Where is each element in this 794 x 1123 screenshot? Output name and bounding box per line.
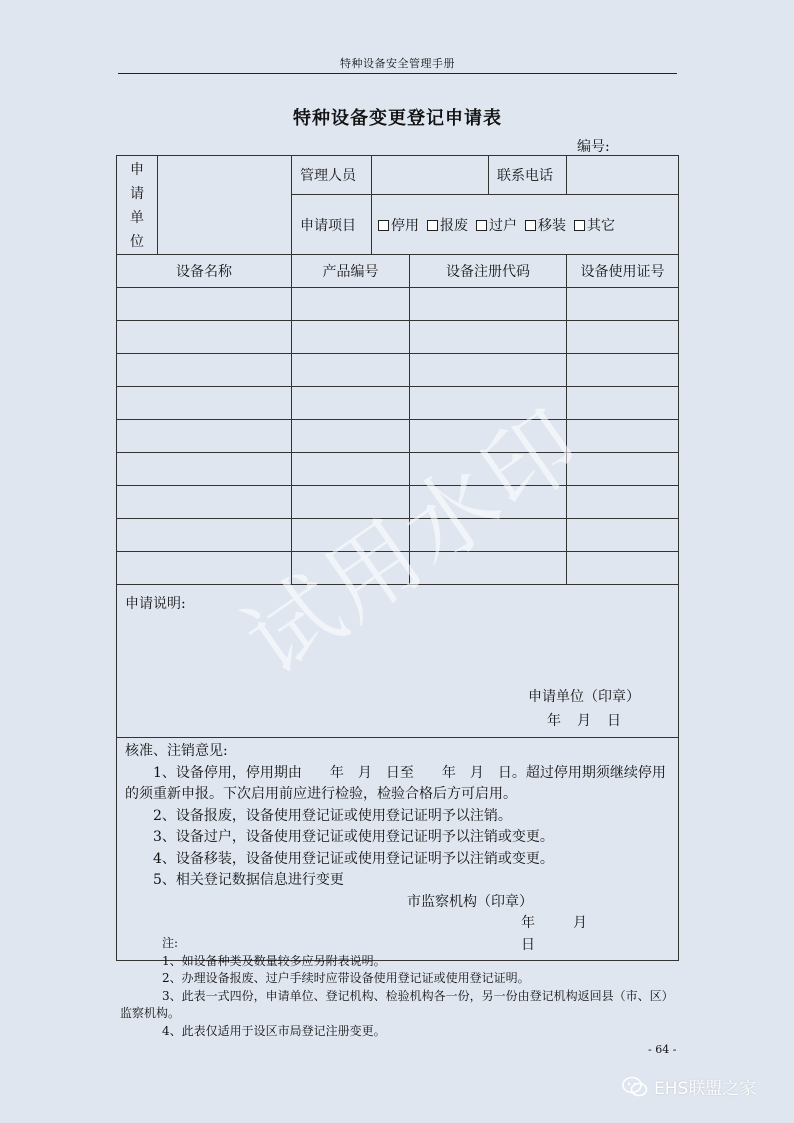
header-rule	[118, 73, 677, 74]
applicant-stamp-label: 申请单位（印章）	[528, 689, 640, 705]
table-row	[117, 321, 679, 354]
table-cell[interactable]	[567, 486, 679, 519]
table-cell[interactable]	[117, 420, 292, 453]
table-cell[interactable]	[117, 321, 292, 354]
table-cell[interactable]	[292, 354, 410, 387]
table-cell[interactable]	[567, 321, 679, 354]
table-cell[interactable]	[410, 387, 567, 420]
table-cell[interactable]	[410, 321, 567, 354]
table-cell[interactable]	[567, 519, 679, 552]
application-item-options	[372, 195, 679, 255]
table-cell[interactable]	[292, 420, 410, 453]
table-cell[interactable]	[567, 387, 679, 420]
table-cell[interactable]	[292, 387, 410, 420]
application-note-label: 申请说明:	[125, 596, 186, 612]
approval-item-4: 4、设备移装，设备使用登记证或使用登记证明予以注销或变更。	[153, 850, 554, 867]
option-suspend[interactable]: 停用	[378, 218, 419, 234]
table-cell[interactable]	[410, 486, 567, 519]
approval-opinion-section	[117, 738, 679, 961]
change-registration-form	[116, 155, 679, 961]
table-cell[interactable]	[117, 519, 292, 552]
table-cell[interactable]	[410, 552, 567, 585]
table-cell[interactable]	[292, 486, 410, 519]
footnotes	[120, 935, 676, 1040]
footnote-4: 4、此表仅适用于设区市局登记注册变更。	[162, 1023, 386, 1038]
table-row	[117, 453, 679, 486]
approval-item-1: 1、设备停用，停用期由 年 月 日至 年 月 日。超过停用期须继续停用的须重新申报。下次启用前应进行检验，检验合格后方可启用。	[125, 764, 666, 802]
table-row	[117, 486, 679, 519]
suspend-checkbox[interactable]	[378, 220, 389, 231]
table-cell[interactable]	[292, 552, 410, 585]
option-other[interactable]: 其它	[574, 218, 615, 234]
table-cell[interactable]	[567, 420, 679, 453]
option-relocate[interactable]: 移装	[525, 218, 566, 234]
footnote-3: 3、此表一式四份，申请单位、登记机构、检验机构各一份，另一份由登记机构返回县（市、区）监察机构。	[120, 988, 674, 1020]
column-usage-certificate: 设备使用证号	[567, 255, 679, 288]
wechat-icon	[622, 1076, 648, 1098]
application-item-label: 申请项目	[292, 195, 372, 255]
trial-watermark: 试用水印	[226, 388, 603, 697]
manager-field[interactable]	[372, 156, 489, 195]
applicant-stamp-block	[528, 685, 640, 733]
table-cell[interactable]	[117, 453, 292, 486]
table-cell[interactable]	[410, 420, 567, 453]
phone-field[interactable]	[567, 156, 679, 195]
other-checkbox[interactable]	[574, 220, 585, 231]
table-cell[interactable]	[567, 288, 679, 321]
applicant-unit-label: 申 请 单 位	[117, 156, 158, 255]
column-registration-code: 设备注册代码	[410, 255, 567, 288]
table-row	[117, 387, 679, 420]
phone-label: 联系电话	[489, 156, 567, 195]
table-row	[117, 354, 679, 387]
table-row	[117, 519, 679, 552]
table-row	[117, 420, 679, 453]
column-product-number: 产品编号	[292, 255, 410, 288]
footnote-2: 2、办理设备报废、过户手续时应带设备使用登记证或使用登记证明。	[162, 971, 530, 985]
approval-item-5: 5、相关登记数据信息进行变更	[153, 872, 344, 888]
table-cell[interactable]	[117, 288, 292, 321]
table-cell[interactable]	[410, 354, 567, 387]
approval-label: 核准、注销意见:	[125, 743, 228, 759]
application-note-field[interactable]	[117, 585, 679, 738]
table-cell[interactable]	[117, 486, 292, 519]
table-cell[interactable]	[292, 519, 410, 552]
brand-watermark	[622, 1074, 756, 1099]
approval-item-3: 3、设备过户，设备使用登记证或使用登记证明予以注销或变更。	[153, 829, 554, 845]
column-equipment-name: 设备名称	[117, 255, 292, 288]
form-number-label: 编号:	[577, 139, 610, 155]
table-cell[interactable]	[117, 354, 292, 387]
table-cell[interactable]	[410, 288, 567, 321]
option-transfer[interactable]: 过户	[476, 218, 517, 234]
footnote-heading: 注:	[162, 936, 179, 950]
footnote-1: 1、如设备种类及数量较多应另附表说明。	[162, 953, 386, 968]
running-header: 特种设备安全管理手册	[340, 57, 455, 70]
table-row	[117, 288, 679, 321]
table-cell[interactable]	[117, 387, 292, 420]
option-scrap[interactable]: 报废	[427, 218, 468, 234]
applicant-date: 年 月 日	[547, 713, 621, 729]
table-cell[interactable]	[292, 321, 410, 354]
manager-label: 管理人员	[292, 156, 372, 195]
table-cell[interactable]	[567, 354, 679, 387]
scrap-checkbox[interactable]	[427, 220, 438, 231]
transfer-checkbox[interactable]	[476, 220, 487, 231]
brand-name: EHS联盟之家	[654, 1079, 757, 1099]
relocate-checkbox[interactable]	[525, 220, 536, 231]
form-title: 特种设备变更登记申请表	[293, 108, 502, 129]
table-cell[interactable]	[292, 453, 410, 486]
authority-date: 年 月日	[521, 915, 587, 953]
approval-item-2: 2、设备报废，设备使用登记证或使用登记证明予以注销。	[153, 807, 512, 824]
table-cell[interactable]	[567, 552, 679, 585]
table-cell[interactable]	[410, 453, 567, 486]
authority-stamp-label: 市监察机构（印章）	[407, 893, 533, 910]
table-row	[117, 552, 679, 585]
table-cell[interactable]	[117, 552, 292, 585]
table-cell[interactable]	[567, 453, 679, 486]
applicant-unit-field[interactable]	[158, 156, 292, 255]
page-number: - 64 -	[648, 1043, 677, 1056]
table-cell[interactable]	[292, 288, 410, 321]
table-cell[interactable]	[410, 519, 567, 552]
